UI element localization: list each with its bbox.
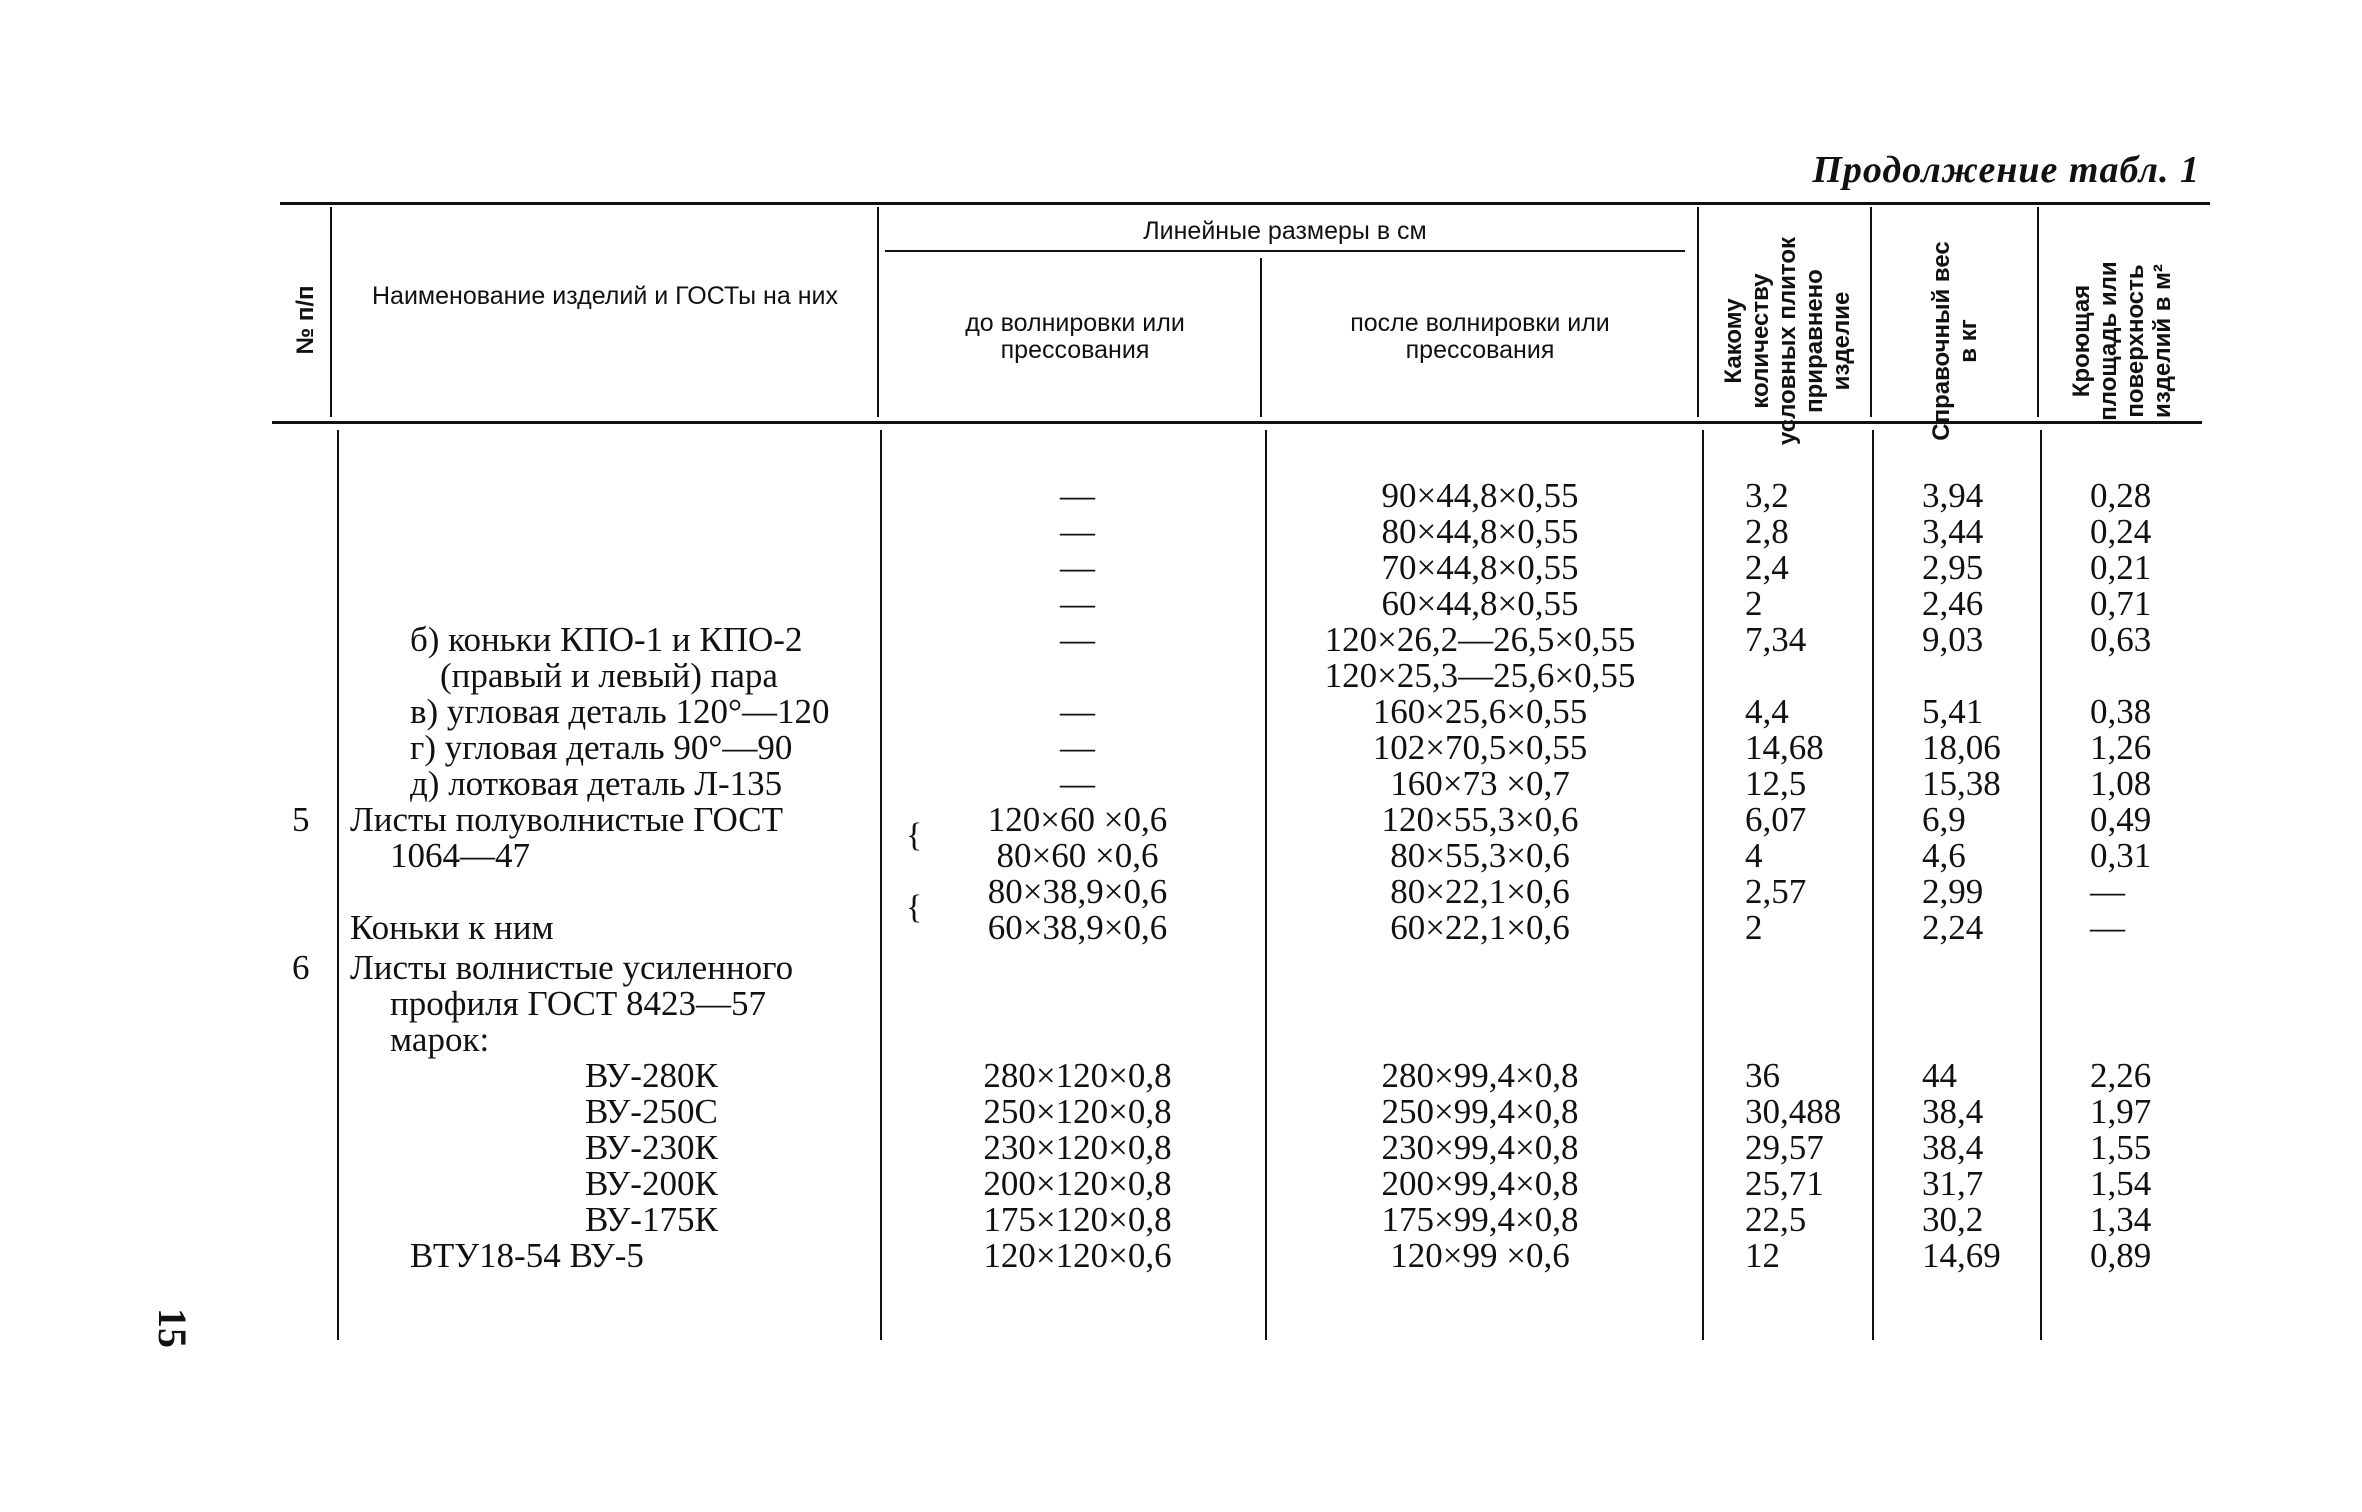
size-before: — (1060, 620, 1095, 659)
product-name: в) угловая деталь 120°—120 (410, 692, 830, 731)
product-name: ВУ-230К (585, 1128, 718, 1167)
reference-weight: 5,41 (1922, 692, 1984, 731)
column-rule-5 (1870, 207, 1872, 417)
product-name: д) лотковая деталь Л-135 (410, 764, 783, 803)
header-before: до волнировки или прессования (965, 309, 1185, 364)
covering-area: 0,24 (2090, 512, 2152, 551)
size-after: 102×70,5×0,55 (1372, 728, 1588, 767)
header-name: Наименование изделий и ГОСТы на них (372, 282, 838, 310)
reference-weight: 2,24 (1922, 908, 1984, 947)
size-before: — (1060, 512, 1095, 551)
tile-count: 4 (1745, 836, 1763, 875)
size-before: 80×60 ×0,6 (996, 836, 1159, 875)
table-top-rule (280, 202, 2210, 205)
size-after: 80×55,3×0,6 (1390, 836, 1570, 875)
header-area: Кроющая площадь или поверхность изделий в м² (2068, 261, 2176, 421)
tile-count: 2,8 (1745, 512, 1789, 551)
size-after: 120×55,3×0,6 (1381, 800, 1579, 839)
reference-weight: 18,06 (1922, 728, 2001, 767)
reference-weight: 30,2 (1922, 1200, 1984, 1239)
size-before: 280×120×0,8 (983, 1056, 1172, 1095)
tile-count: 2 (1745, 908, 1763, 947)
size-before: 120×60 ×0,6 (987, 800, 1168, 839)
size-after: 280×99,4×0,8 (1381, 1056, 1579, 1095)
covering-area: 0,49 (2090, 800, 2152, 839)
product-name: Листы полуволнистые ГОСТ (350, 800, 783, 839)
header-no: № п/п (291, 285, 319, 355)
size-after: 80×44,8×0,55 (1381, 512, 1579, 551)
header-linear (890, 218, 1680, 245)
size-before: 60×38,9×0,6 (987, 908, 1168, 947)
product-name: ВУ-175К (585, 1200, 718, 1239)
covering-area: 0,89 (2090, 1236, 2152, 1275)
size-after: 160×25,6×0,55 (1372, 692, 1588, 731)
product-name: 1064—47 (390, 836, 530, 875)
header-weight: Справочный вес в кг (1928, 241, 1982, 441)
reference-weight: 31,7 (1922, 1164, 1984, 1203)
reference-weight: 38,4 (1922, 1092, 1984, 1131)
product-name: Листы волнистые усиленного (350, 948, 794, 987)
header-count: Какому количеству условных плиток приравнено изделие (1719, 236, 1855, 446)
tile-count: 30,488 (1745, 1092, 1842, 1131)
size-before: 250×120×0,8 (983, 1092, 1172, 1131)
row-number: 5 (292, 800, 310, 839)
tile-count: 2,57 (1745, 872, 1807, 911)
column-rule-4 (1697, 207, 1699, 417)
covering-area: 0,28 (2090, 476, 2152, 515)
continuation-title: Продолжение табл. 1 (1812, 149, 2200, 191)
reference-weight: 2,46 (1922, 584, 1984, 623)
tile-count: 22,5 (1745, 1200, 1807, 1239)
covering-area: 2,26 (2090, 1056, 2152, 1095)
tile-count: 14,68 (1745, 728, 1824, 767)
body-rule-6 (2040, 430, 2042, 1340)
size-before: 175×120×0,8 (983, 1200, 1172, 1239)
size-after: 120×26,2—26,5×0,55 (1324, 620, 1636, 659)
header-after: после волнировки или прессования (1350, 309, 1610, 364)
size-after: 230×99,4×0,8 (1381, 1128, 1579, 1167)
tile-count: 12,5 (1745, 764, 1807, 803)
product-name: (правый и левый) пара (440, 656, 778, 695)
reference-weight: 14,69 (1922, 1236, 2001, 1275)
product-name: марок: (390, 1020, 490, 1059)
page-number: 15 (150, 1308, 195, 1348)
size-before: — (1060, 548, 1095, 587)
size-after: 60×22,1×0,6 (1390, 908, 1570, 947)
tile-count: 12 (1745, 1236, 1780, 1275)
body-rule-5 (1872, 430, 1874, 1340)
reference-weight: 3,94 (1922, 476, 1984, 515)
product-name: профиля ГОСТ 8423—57 (390, 984, 766, 1023)
reference-weight: 9,03 (1922, 620, 1984, 659)
size-before: — (1060, 476, 1095, 515)
body-rule-1 (337, 430, 339, 1340)
size-after: 120×99 ×0,6 (1390, 1236, 1570, 1275)
covering-area: 1,26 (2090, 728, 2152, 767)
tile-count: 2 (1745, 584, 1763, 623)
tile-count: 3,2 (1745, 476, 1789, 515)
size-before: — (1060, 692, 1095, 731)
tile-count: 6,07 (1745, 800, 1807, 839)
product-name: б) коньки КПО-1 и КПО-2 (410, 620, 803, 659)
reference-weight: 15,38 (1922, 764, 2001, 803)
tile-count: 25,71 (1745, 1164, 1824, 1203)
covering-area: — (2090, 908, 2125, 947)
linear-group-rule (885, 250, 1685, 252)
covering-area: 1,55 (2090, 1128, 2152, 1167)
covering-area: 1,97 (2090, 1092, 2152, 1131)
size-before: — (1060, 728, 1095, 767)
size-after: 160×73 ×0,7 (1390, 764, 1570, 803)
covering-area: 1,34 (2090, 1200, 2152, 1239)
size-after: 175×99,4×0,8 (1381, 1200, 1579, 1239)
body-rule-4 (1702, 430, 1704, 1340)
size-after: 80×22,1×0,6 (1390, 872, 1570, 911)
covering-area: — (2090, 872, 2125, 911)
product-name: ВТУ18-54 ВУ-5 (410, 1236, 644, 1275)
tile-count: 29,57 (1745, 1128, 1824, 1167)
tile-count: 36 (1745, 1056, 1780, 1095)
brace-icon: { (906, 817, 923, 854)
size-before: 230×120×0,8 (983, 1128, 1172, 1167)
tile-count: 4,4 (1745, 692, 1789, 731)
covering-area: 1,54 (2090, 1164, 2152, 1203)
product-name: ВУ-250С (585, 1092, 718, 1131)
reference-weight: 2,99 (1922, 872, 1984, 911)
size-before: — (1060, 764, 1095, 803)
header-linear-text: Линейные размеры в см (1143, 217, 1427, 245)
size-before: — (1060, 584, 1095, 623)
size-before: 120×120×0,6 (983, 1236, 1172, 1275)
tile-count: 2,4 (1745, 548, 1789, 587)
size-after: 200×99,4×0,8 (1381, 1164, 1579, 1203)
product-name: ВУ-200К (585, 1164, 718, 1203)
covering-area: 1,08 (2090, 764, 2152, 803)
covering-area: 0,71 (2090, 584, 2152, 623)
column-rule-3 (1260, 258, 1262, 417)
size-after: 250×99,4×0,8 (1381, 1092, 1579, 1131)
product-name: Коньки к ним (350, 908, 554, 947)
size-after: 90×44,8×0,55 (1381, 476, 1579, 515)
brace-icon: { (906, 889, 923, 926)
product-name: ВУ-280К (585, 1056, 718, 1095)
reference-weight: 6,9 (1922, 800, 1966, 839)
reference-weight: 3,44 (1922, 512, 1984, 551)
reference-weight: 44 (1922, 1056, 1957, 1095)
reference-weight: 38,4 (1922, 1128, 1984, 1167)
reference-weight: 4,6 (1922, 836, 1966, 875)
covering-area: 0,21 (2090, 548, 2152, 587)
row-number: 6 (292, 948, 310, 987)
size-before: 80×38,9×0,6 (987, 872, 1168, 911)
size-after: 120×25,3—25,6×0,55 (1324, 656, 1636, 695)
reference-weight: 2,95 (1922, 548, 1984, 587)
column-rule-1 (330, 207, 332, 417)
covering-area: 0,63 (2090, 620, 2152, 659)
column-rule-2 (877, 207, 879, 417)
covering-area: 0,38 (2090, 692, 2152, 731)
product-name: г) угловая деталь 90°—90 (410, 728, 793, 767)
tile-count: 7,34 (1745, 620, 1807, 659)
size-before: 200×120×0,8 (983, 1164, 1172, 1203)
size-after: 60×44,8×0,55 (1381, 584, 1579, 623)
size-after: 70×44,8×0,55 (1381, 548, 1579, 587)
column-rule-6 (2037, 207, 2039, 417)
covering-area: 0,31 (2090, 836, 2152, 875)
